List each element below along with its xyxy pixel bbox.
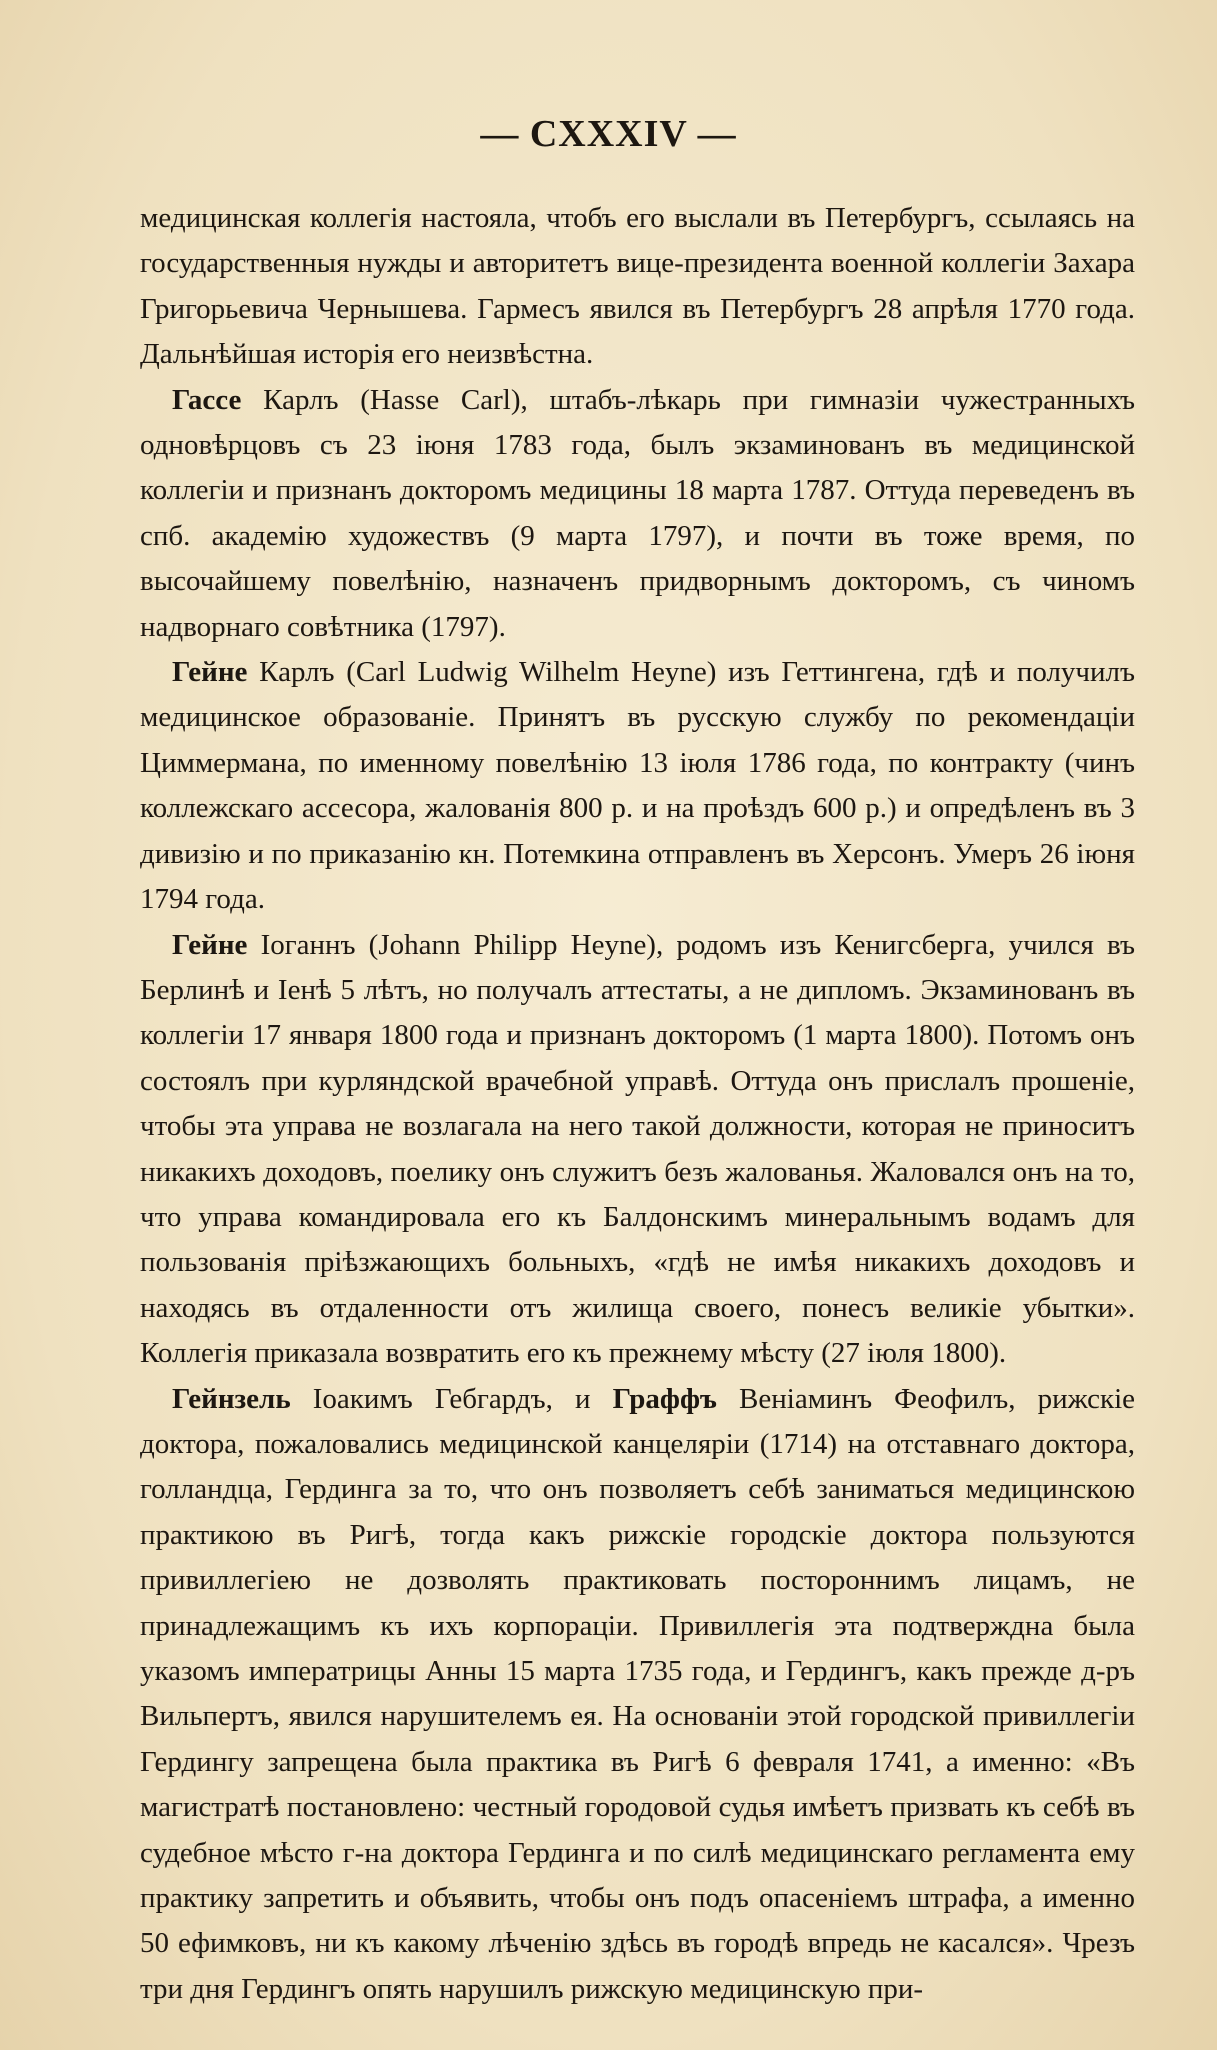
- paragraph-text: Іоакимъ Гебгардъ, и: [290, 1382, 613, 1415]
- paragraph-text-continued: Веніаминъ Феофилъ, рижскіе доктора, пожаловались медицинской канцеляріи (1714) на отставнаго доктора, голландца, Гердинга за то, что онъ позволяетъ себѣ заниматься медицинскою практикою въ Ригѣ, тогда какъ рижскіе городскіе доктора пользуются привиллегіею не дозволять практиковать постороннимъ лицамъ, не принадлежащимъ къ ихъ корпораціи. Привиллегія эта подтверждна была указомъ императрицы Анны 15 марта 1735 года, и Гердингъ, какъ прежде д-ръ Вильпертъ, явился нарушителемъ ея. На основаніи этой городской привиллегіи Гердингу запрещена была практика въ Ригѣ 6 февраля 1741, а именно: «Въ магистратѣ постановлено: честный городовой судья имѣетъ призвать къ себѣ въ судебное мѣсто г-на доктора Гердинга и по силѣ медицинскаго регламента ему практику запретить и объявить, чтобы онъ подъ опасеніемъ штрафа, а именно 50 ефимковъ, ни къ какому лѣченію здѣсь въ городѣ впредь не касался». Чрезъ три дня Гердингъ опять нарушилъ рижскую медицинскую при-: [140, 1382, 1136, 2005]
- entry-name-second: Граффъ: [612, 1382, 717, 1415]
- entry-name: Гейне: [172, 928, 248, 961]
- entry-name: Гассе: [172, 383, 242, 416]
- paragraph-text: Карлъ (Hasse Carl), штабъ-лѣкарь при гимназіи чужестранныхъ одновѣрцовъ съ 23 іюня 1783 года, былъ экзаминованъ въ медицинской коллегіи и признанъ докторомъ медицины 18 марта 1787. Оттуда переведенъ въ спб. академію художествъ (9 марта 1797), и почти въ тоже время, по высочайшему повелѣнію, назначенъ придворнымъ докторомъ, съ чиномъ надворнаго совѣтника (1797).: [140, 383, 1135, 643]
- paragraph-heyne-johann: [140, 923, 1135, 1377]
- paragraph-heyne-karl: [140, 650, 1135, 922]
- paragraph-text: медицинская коллегія настояла, чтобъ его выслали въ Петербургъ, ссылаясь на государственныя нужды и авторитетъ вице-президента военной коллегіи Захара Григорьевича Чернышева. Гармесъ явился въ Петербургъ 28 апрѣля 1770 года. Дальнѣйшая исторія его неизвѣстна.: [140, 202, 1135, 371]
- page-number: — CXXXIV —: [480, 113, 737, 155]
- paragraph-heinzel-graff: [140, 1377, 1135, 2013]
- body-text: [140, 196, 1135, 2012]
- paragraph-text: Карлъ (Carl Ludwig Wilhelm Heyne) изъ Геттингена, гдѣ и получилъ медицинское образованіе. Принятъ въ русскую службу по рекомендаціи Циммермана, по именному повелѣнію 13 іюля 1786 года, по контракту (чинъ коллежскаго ассесора, жалованія 800 р. и на проѣздъ 600 р.) и опредѣленъ въ 3 дивизію и по приказанію кн. Потемкина отправленъ въ Херсонъ. Умеръ 26 іюня 1794 года.: [140, 656, 1135, 916]
- paragraph-text: Іоганнъ (Johann Philipp Heyne), родомъ изъ Кенигсберга, учился въ Берлинѣ и Іенѣ 5 лѣтъ, но получалъ аттестаты, а не дипломъ. Экзаминованъ въ коллегіи 17 января 1800 года и признанъ докторомъ (1 марта 1800). Потомъ онъ состоялъ при курляндской врачебной управѣ. Оттуда онъ прислалъ прошеніе, чтобы эта управа не возлагала на него такой должности, которая не приноситъ никакихъ доходовъ, поелику онъ служитъ безъ жалованья. Жаловался онъ на то, что управа командировала его къ Балдонскимъ минеральнымъ водамъ для пользованія пріѣзжающихъ больныхъ, «гдѣ не имѣя никакихъ доходовъ и находясь въ отдаленности отъ жилища своего, понесъ великіе убытки». Коллегія приказала возвратить его къ прежнему мѣсту (27 іюля 1800).: [140, 928, 1135, 1370]
- paragraph-continuation: [140, 196, 1135, 378]
- paragraph-hasse: [140, 378, 1135, 650]
- entry-name: Гейнзель: [172, 1382, 291, 1415]
- entry-name: Гейне: [172, 656, 248, 689]
